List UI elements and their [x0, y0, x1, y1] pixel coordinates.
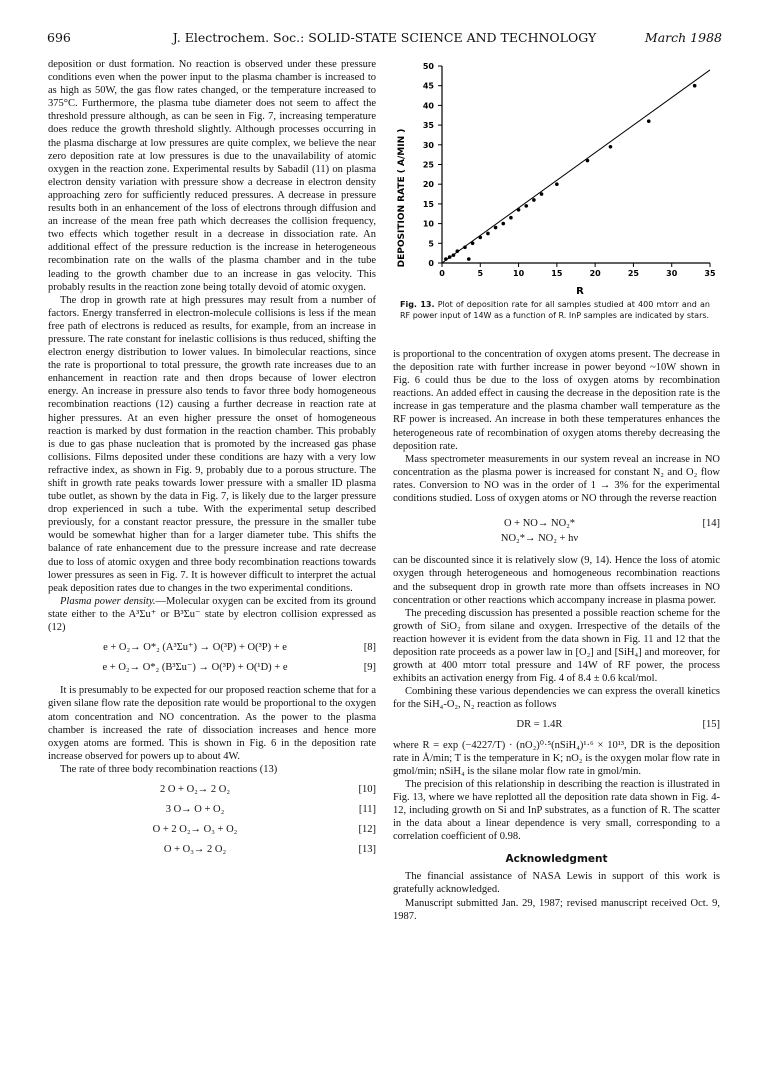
x-tick-label: 5 — [477, 269, 484, 278]
paragraph: The rate of three body recombination reactions (13) — [60, 763, 278, 775]
data-point — [532, 198, 536, 202]
y-tick-label: 30 — [422, 140, 434, 150]
paragraph: deposition or dust formation. No reaction is observed under these pressure conditions even when the power input to the plasma chamber is increased to as high as 50W, the gas flow rates changed, or the temperature increased to 375°C. Furthermore, the plasma tube diameter does not seem to affect the threshold pressure although, as can be seen in Fig. 7, increasing temperature does reduce the growth threshold slightly. Although processes occurring in the plasma discharge at low pressures are quite complex, we believe the near zero deposition rate at low pressures is due to the unavailability of atomic oxygen in the reaction zone. Experimental results by Sabadil (11) on plasma electron density variation with pressure show a decrease in electron density approaching zero for sufficiently reduced pressures. A decrease in pressure results both in an enhancement of the loss of electrons through diffusion and an increase of the mean free path which decreases the collision frequency, two effects which together result in a decrease in dissociation rate. An additional effect of the pressure reduction is the increase in heterogeneous recombination rate on the walls of the plasma chamber and in the tube leading to the growth chamber due to an increase in gas velocity. This probably results in the reaction zone being totally devoid of atomic oxygen. — [48, 59, 376, 293]
equation-13: O + O₃→ 2 O₂ [13] — [163, 844, 376, 856]
equation-11: 3 O→ O + O₂ [11] — [165, 804, 376, 816]
x-tick-label: 25 — [627, 269, 639, 278]
paragraph: can be discounted since it is relatively slow (9, 14). Hence the loss of atomic oxygen through heterogeneous and homogeneous recombination reactions and the subsequent drop in growth rate more than offsets increases in NO concentration or other reactions which accompany increase in plasma power. — [393, 555, 720, 606]
data-point — [486, 232, 490, 236]
equation-12: O + 2 O₂→ O₃ + O₂ [12] — [152, 824, 376, 836]
acknowledgment-heading: Acknowledgment — [505, 853, 608, 866]
paragraph: The drop in growth rate at high pressures may result from a number of factors. Energy transferred in electron-molecule collisions is less if the mean free path of electrons is reduced as results, for example, from an increase in pressure. The rate constant for inelastic collisions is thus reduced, shifting the electron energy distribution to lower values. In bimolecular reactions, since the rate is proportional to total pressure, the growth rate increases due to an enhancement in reaction rate and then drops because of lower electron energy. An increase in pressure also tends to favor three body homogeneous recombination reactions (12) causing a further decrease in reaction rate at higher pressures. At an even higher pressure the onset of homogeneous reaction is marked by dust formation in the reaction chamber. This probably is due to gas phase nucleation that is promoted by the increased gas phase collisions. Films deposited under these conditions are hazy with a very low refractive index, as shown in Fig. 9, probably due to a porous structure. The shift in growth rate peaks towards lower pressure with a smaller ID plasma tube outlet, as shown by the data in Fig. 7, is likely due to the larger pressure drop experienced in such a tube. With the experimental setup described previously, for a constant reactor pressure, the pressure in the smaller tube would be somewhat higher than for a larger diameter tube. This shifts the balance of rate enhancement due to the pressure increase and rate decrease due to loss of atomic oxygen and three body recombination reactions towards lower pressures as seen in Fig. 7. It is however difficult to interpret the actual peak deposition rates due to changes in the two experimental conditions. — [48, 294, 376, 594]
equation-14: O + NO→ NO₂* NO₂*→ NO₂ + hν [14] — [500, 518, 720, 545]
page-number: 696 — [47, 30, 71, 45]
data-point — [555, 182, 559, 186]
paragraph: Mass spectrometer measurements in our system reveal an increase in NO concentration as the plasma power is increased for constant N₂ and O₂ flow rates. Conversion to NO was in the order of 1 → 3% for the experimental conditions studied. Loss of oxygen atoms or NO through the reverse reaction — [393, 453, 720, 505]
equation-15: DR = 1.4R [15] — [516, 719, 720, 731]
data-point — [456, 249, 460, 253]
x-tick-label: 35 — [704, 269, 716, 278]
y-tick-label: 50 — [422, 62, 434, 71]
data-point — [494, 226, 498, 230]
data-point — [467, 257, 471, 261]
data-point — [647, 119, 651, 123]
chart-axes — [442, 66, 710, 263]
y-tick-label: 20 — [422, 180, 434, 190]
x-tick-label: 10 — [513, 269, 525, 278]
data-point — [452, 253, 456, 257]
running-header — [47, 30, 722, 48]
data-point — [540, 192, 544, 196]
equation-9: e + O₂→ O*₂ (B³Σu⁻) → O(³P) + O(¹D) + e [9] — [102, 662, 376, 674]
y-tick-label: 0 — [428, 259, 434, 268]
paragraph: The preceding discussion has presented a possible reaction scheme for the growth of SiO₂ from silane and oxygen. Irrespective of the details of the reaction however it is evident from the data shown in Fig. 11 and 12 that the deposition rate proceeds as a power law in [O₂] and [SiH₄] and moreover, for growth at 400 mtorr total pressure and 14W of RF power, the process exhibits an activation energy from Fig. 4 of 8.4 ± 0.6 kcal/mol. — [393, 607, 720, 685]
data-point — [444, 257, 448, 261]
y-tick-label: 45 — [422, 81, 434, 91]
issue-date: March 1988 — [644, 30, 722, 45]
x-tick-label: 30 — [666, 269, 678, 278]
y-axis-label: DEPOSITION RATE ( A/MIN ) — [397, 128, 407, 268]
x-tick-label: 20 — [589, 269, 601, 278]
y-tick-label: 40 — [422, 101, 434, 111]
y-tick-label: 35 — [422, 121, 434, 131]
data-point — [478, 236, 482, 240]
y-tick-label: 25 — [422, 160, 434, 170]
journal-title: J. Electrochem. Soc.: SOLID-STATE SCIENCE AND TECHNOLOGY — [172, 30, 597, 45]
received-dates: Manuscript submitted Jan. 29, 1987; revised manuscript received Oct. 9, 1987. — [393, 897, 720, 922]
paragraph: Combining these various dependencies we can express the overall kinetics for the SiH₄-O₂, N₂ reaction as follows — [393, 686, 720, 711]
data-point — [524, 204, 528, 208]
equation-10: 2 O + O₂→ 2 O₂ [10] — [159, 783, 376, 795]
paragraph: is proportional to the concentration of oxygen atoms present. The decrease in the deposition rate with further increase in power beyond ~10W shown in Fig. 6 could thus be due to the loss of oxygen atoms by recombination reactions. An added effect in causing the decrease in the deposition rate is the increase in gas temperature and the plasma chamber wall temperature as the RF power is increased. An increase in both these temperatures enhances the heterogeneous rate of recombination of oxygen atoms thereby decreasing the deposition rate. — [393, 349, 720, 452]
figure-caption: Fig. 13. Plot of deposition rate for all samples studied at 400 mtorr and an RF power input of 14W as a function of R. InP samples are indicated by stars. — [400, 300, 710, 320]
section-run-in-head: Plasma power density. — [60, 595, 156, 607]
fit-line — [442, 70, 710, 263]
x-tick-label: 15 — [551, 269, 563, 278]
paragraph: where R = exp (−4227/T) · (nO₂)⁰·⁵(nSiH₄)¹·⁶ × 10¹³, DR is the deposition rate in Å/min; T is the temperature in K; nO₂ is the oxygen molar flow rate in gmol/min; nSiH₄ is the silane molar flow rate in gmol/min. — [393, 739, 720, 777]
data-point — [693, 84, 697, 88]
acknowledgment-text: The financial assistance of NASA Lewis in support of this work is gratefully acknowledged. — [393, 871, 720, 896]
data-point — [501, 222, 505, 226]
right-column — [393, 348, 720, 923]
data-point — [448, 255, 452, 259]
paragraph: Plasma power density.—Molecular oxygen can be excited from its ground state either to the A³Σu⁺ or B³Σu⁻ state by electron collision expressed as (12) — [48, 595, 376, 634]
figure-13-chart — [390, 58, 720, 298]
data-point — [586, 159, 590, 163]
y-tick-label: 15 — [422, 199, 434, 209]
y-tick-label: 10 — [422, 219, 434, 229]
data-point — [609, 145, 613, 149]
x-axis-label: R — [576, 286, 584, 297]
data-point — [463, 245, 467, 249]
equation-8: e + O₂→ O*₂ (A³Σu⁺) → O(³P) + O(³P) + e [8] — [103, 642, 376, 654]
y-tick-label: 5 — [428, 239, 434, 249]
paragraph: The precision of this relationship in describing the reaction is illustrated in Fig. 13, where we have replotted all the deposition rate data shown in Fig. 4-12, including growth on Si and InP substrates, as a function of R. The scatter in the data about a linear dependence is very small, corresponding to a correlation coefficient of 0.98. — [393, 778, 720, 843]
x-tick-label: 0 — [439, 269, 445, 278]
paragraph: It is presumably to be expected for our proposed reaction scheme that for a given silane flow rate the deposition rate would be proportional to the oxygen atom concentration and NO concentration. As the power to the plasma chamber is increased the rate of dissociation increases and hence more oxygen atoms are formed. This is shown in Fig. 6 in the deposition rate increase observed for powers up to about 4W. — [48, 685, 376, 762]
data-point — [471, 242, 475, 246]
figure-label: Fig. 13. — [400, 300, 435, 309]
data-point — [509, 216, 513, 220]
left-column — [48, 58, 376, 863]
data-point — [517, 208, 521, 212]
